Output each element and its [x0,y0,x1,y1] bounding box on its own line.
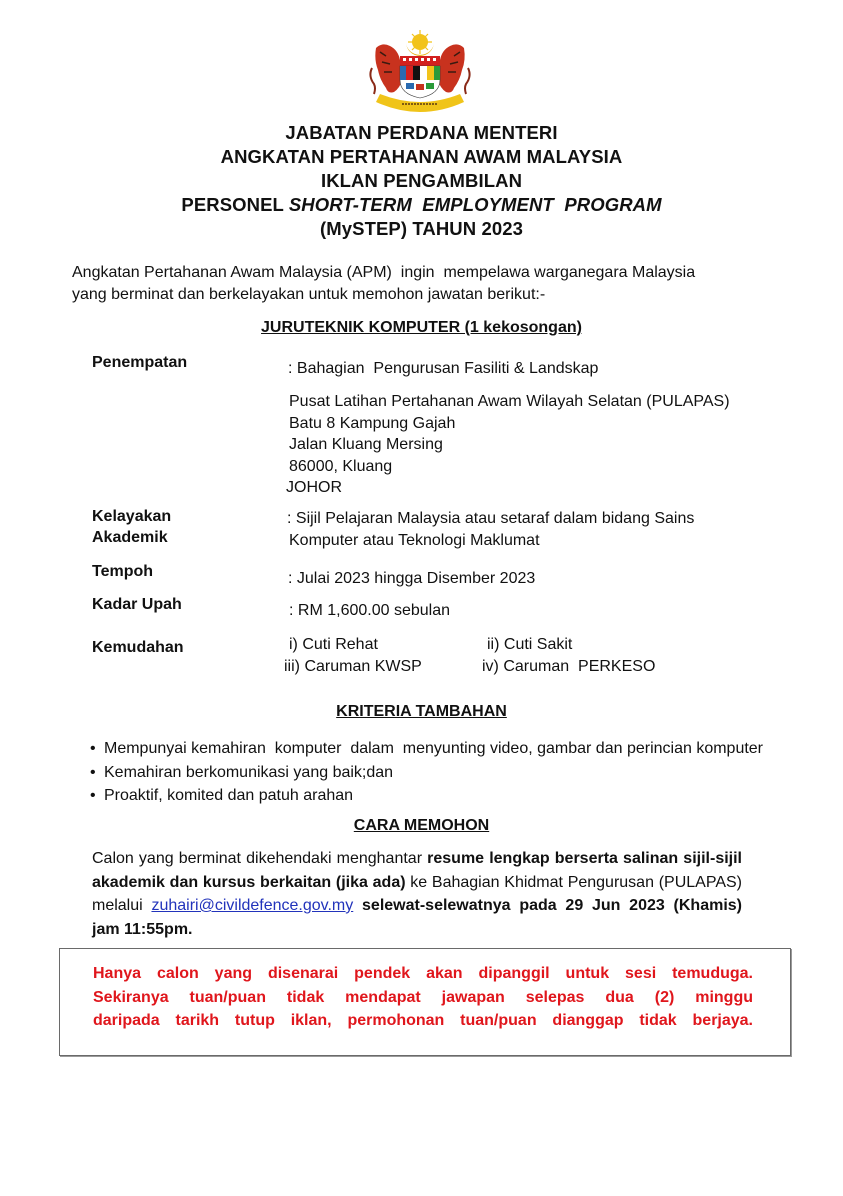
email-link[interactable]: zuhairi@civildefence.gov.my [151,897,354,914]
header-program-prefix: PERSONEL [181,194,284,215]
value-tempoh: : Julai 2023 hingga Disember 2023 [288,570,536,587]
value-kelayakan-line-1: : Sijil Pelajaran Malaysia atau setaraf dalam bidang Sains [287,510,695,527]
address-line: Batu 8 Kampung Gajah [289,414,456,432]
benefit-item: iv) Caruman PERKESO [482,658,656,675]
benefit-item: i) Cuti Rehat [289,636,378,653]
cara-memohon-title: CARA MEMOHON [353,817,490,834]
intro-line-2: yang berminat dan berkelayakan untuk memohon jawatan berikut:- [72,286,546,303]
value-kelayakan [287,508,694,551]
list-item: • Mempunyai kemahiran komputer dalam menyunting video, gambar dan perincian komputer [90,737,763,761]
notice-line-2: Sekiranya tuan/puan tidak mendapat jawapan selepas dua (2) minggu [93,988,753,1006]
intro-line-1: Angkatan Pertahanan Awam Malaysia (APM) ingin mempelawa warganegara Malaysia [72,264,696,281]
value-kelayakan-line-2: Komputer atau Teknologi Maklumat [289,531,540,549]
bullet-icon: • [90,740,96,757]
header-year: (MySTEP) TAHUN 2023 [319,218,524,239]
address-line: Pusat Latihan Pertahanan Awam Wilayah Selatan (PULAPAS) [289,393,730,410]
header-ad-title: IKLAN PENGAMBILAN [320,170,523,191]
address-line: 86000, Kluang [289,457,393,475]
label-kelayakan-akademik [92,506,171,548]
list-item: • Proaktif, komited dan patuh arahan [90,784,763,808]
label-tempoh: Tempoh [92,563,154,580]
label-kadar-upah: Kadar Upah [92,596,182,613]
header-program [0,194,843,216]
benefit-item: ii) Cuti Sakit [487,636,573,653]
notice-line-1: Hanya calon yang disenarai pendek akan dipanggil untuk sesi temuduga. [93,965,753,982]
label-kemudahan: Kemudahan [92,639,184,656]
label-penempatan: Penempatan [92,354,188,371]
malaysia-coat-of-arms-icon [366,28,474,112]
notice-box [59,948,791,1056]
kriteria-list [90,737,763,808]
benefit-item: iii) Caruman KWSP [284,658,422,675]
header-agency: ANGKATAN PERTAHANAN AWAM MALAYSIA [220,146,623,167]
header-program-italic: SHORT-TERM EMPLOYMENT PROGRAM [288,194,662,215]
label-akademik: Akademik [92,529,168,546]
notice-text [93,962,753,1033]
address-line: Jalan Kluang Mersing [289,436,443,453]
deadline: selewat-selewatnya pada 29 Jun 2023 (Khamis) jam 11:55pm. [92,897,742,938]
address-line: JOHOR [286,479,342,496]
cara-memohon-paragraph: Calon yang berminat dikehendaki menghantar resume lengkap berserta salinan sijil-sijil akademik dan kursus berkaitan (jika ada) ke Bahagian Khidmat Pengurusan (PULAPAS) melalui zuhairi@civildefence.gov.my selewat-selewatnya pada 29 Jun 2023 (Khamis) jam 11:55pm. [92,850,742,938]
list-item: • Kemahiran berkomunikasi yang baik;dan [90,761,763,785]
notice-line-3: daripada tarikh tutup iklan, permohonan tuan/puan dianggap tidak berjaya. [93,1012,753,1029]
bullet-icon: • [90,787,96,804]
label-kelayakan: Kelayakan [92,508,172,525]
header-ministry: JABATAN PERDANA MENTERI [285,122,558,143]
position-title: JURUTEKNIK KOMPUTER (1 kekosongan) [261,319,582,336]
value-penempatan: : Bahagian Pengurusan Fasiliti & Landskap [288,360,599,377]
required-documents: resume lengkap berserta salinan sijil-sijil akademik dan kursus berkaitan (jika ada) [92,850,742,891]
kriteria-title: KRITERIA TAMBAHAN [336,703,507,720]
bullet-icon: • [90,763,96,781]
intro-paragraph [72,262,792,306]
address-block [286,391,730,499]
value-kadar-upah: : RM 1,600.00 sebulan [289,602,450,619]
